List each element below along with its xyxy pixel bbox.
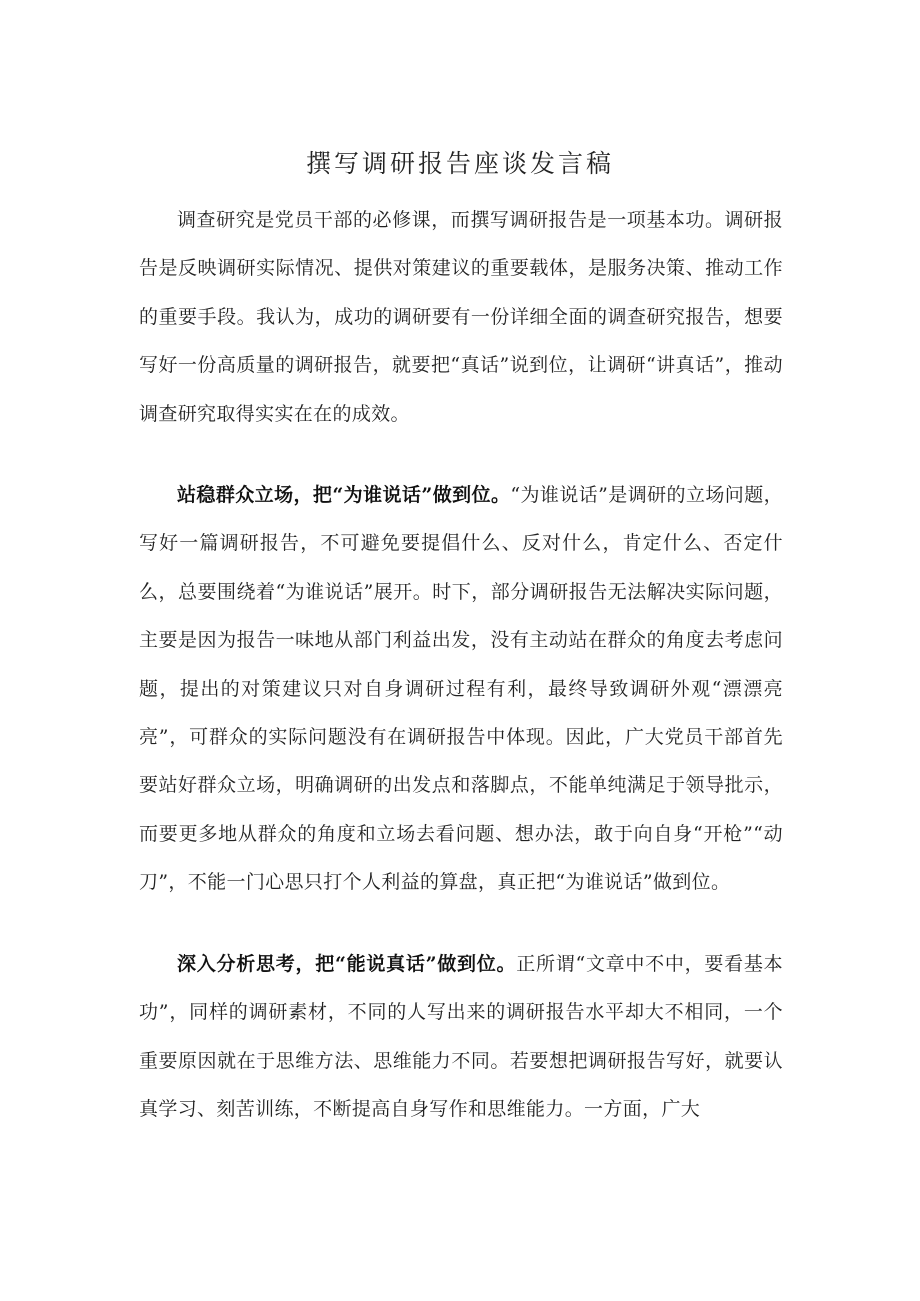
document-body bbox=[139, 196, 783, 1133]
section-heading: 站稳群众立场，把“为谁说话”做到位。 bbox=[177, 484, 511, 507]
paragraph-text: 调查研究是党员干部的必修课，而撰写调研报告是一项基本功。调研报告是反映调研实际情况、提供对策建议的重要载体，是服务决策、推动工作的重要手段。我认为，成功的调研要有一份详细全面的调查研究报告，想要写好一份高质量的调研报告，就要把“真话”说到位，让调研“讲真话”，推动调查研究取得实实在在的成效。 bbox=[139, 209, 783, 425]
paragraph-section-2 bbox=[139, 940, 783, 1134]
paragraph-text: “为谁说话”是调研的立场问题，写好一篇调研报告，不可避免要提倡什么、反对什么，肯定什么、否定什么，总要围绕着“为谁说话”展开。时下，部分调研报告无法解决实际问题，主要是因为报告一味地从部门利益出发，没有主动站在群众的角度去考虑问题，提出的对策建议只对自身调研过程有利，最终导致调研外观“漂漂亮亮”，可群众的实际问题没有在调研报告中体现。因此，广大党员干部首先要站好群众立场，明确调研的出发点和落脚点，不能单纯满足于领导批示，而要更多地从群众的角度和立场去看问题、想办法，敢于向自身“开枪”“动刀”，不能一门心思只打个人利益的算盘，真正把“为谁说话”做到位。 bbox=[139, 484, 783, 894]
section-heading: 深入分析思考，把“能说真话”做到位。 bbox=[177, 952, 517, 975]
paragraph-intro bbox=[139, 196, 783, 438]
paragraph-section-1 bbox=[139, 471, 783, 907]
document-title: 撰写调研报告座谈发言稿 bbox=[305, 149, 614, 178]
paragraph-text: 正所谓“文章中不中，要看基本功”，同样的调研素材，不同的人写出来的调研报告水平却大不相同，一个重要原因就在于思维方法、思维能力不同。若要想把调研报告写好，就要认真学习、刻苦训练，不断提高自身写作和思维能力。一方面，广大 bbox=[139, 952, 783, 1120]
